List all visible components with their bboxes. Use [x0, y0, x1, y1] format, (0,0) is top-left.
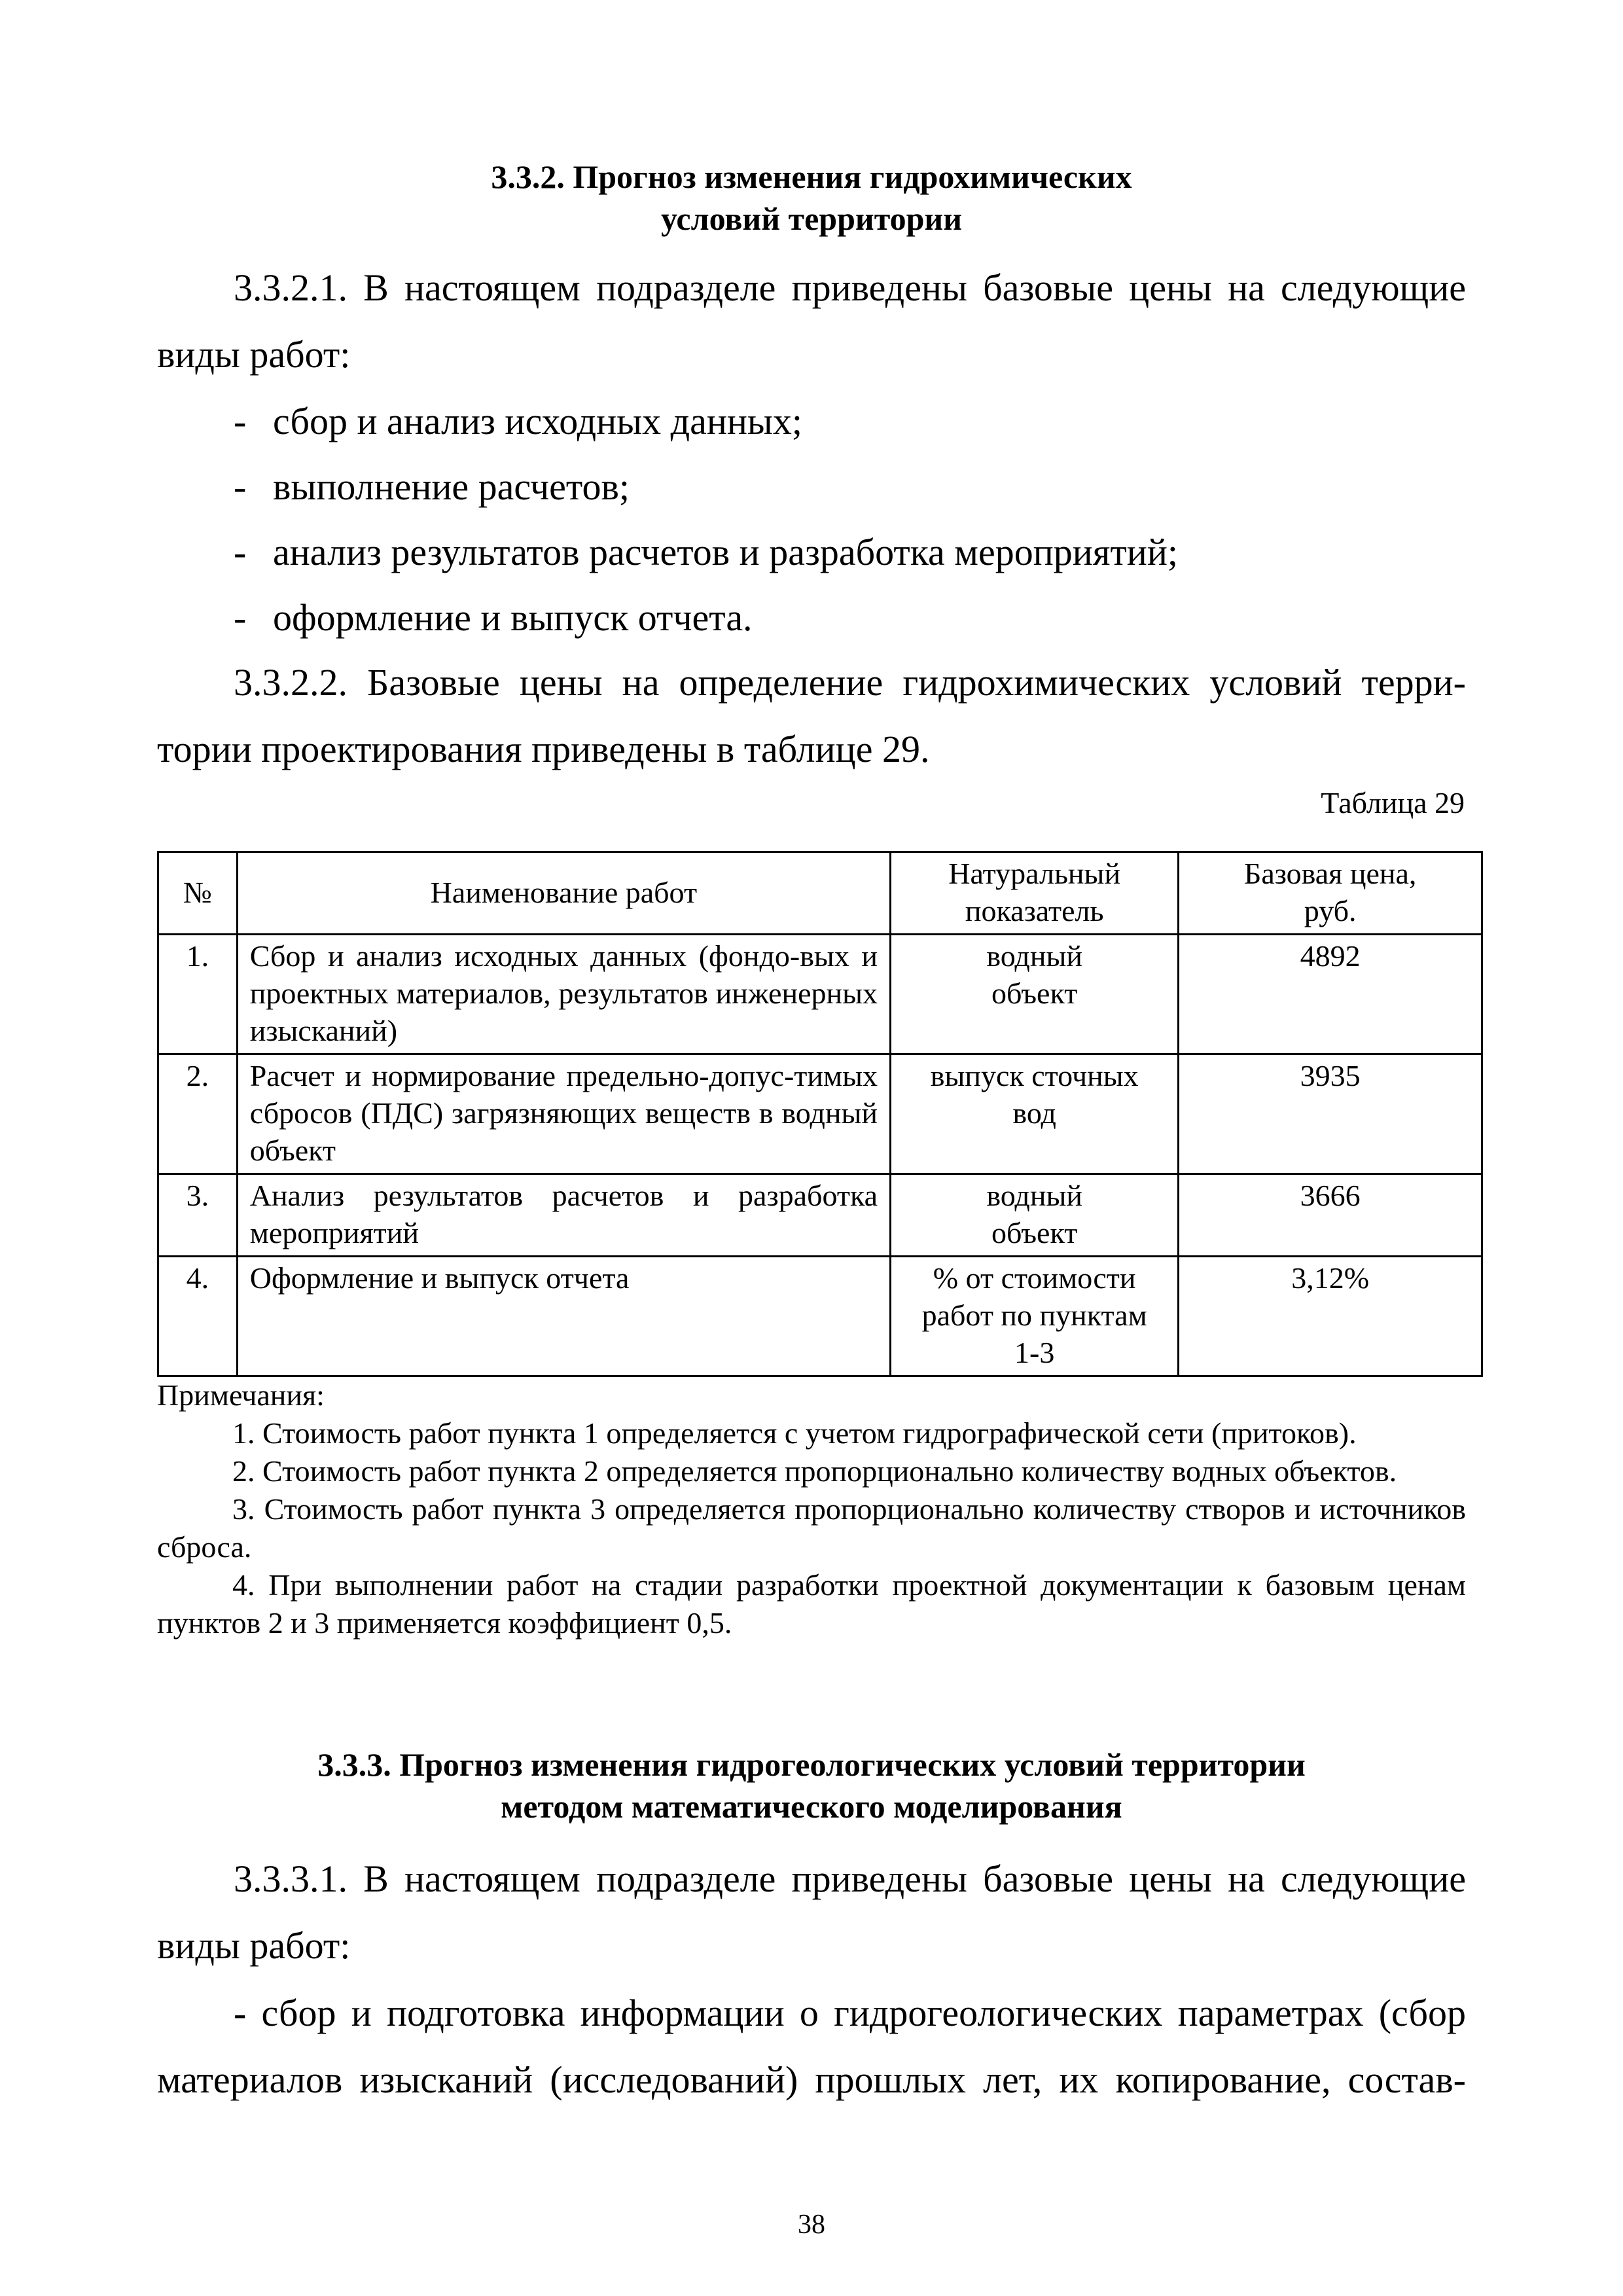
paragraph-line: 3.3.2.2. Базовые цены на определение гидрохимических условий терри- [234, 661, 1466, 704]
list-item-text: анализ результатов расчетов и разработка мероприятий; [273, 531, 1178, 573]
page-number: 38 [798, 2210, 825, 2240]
header-unit-line: Натуральный [948, 857, 1121, 890]
list-dash: - [234, 465, 247, 508]
header-unit-line: показатель [965, 894, 1104, 927]
paragraph-line: материалов изысканий (исследований) прошлых лет, их копирование, состав- [157, 2058, 1466, 2101]
table-row [158, 1257, 1482, 1376]
list-item [234, 388, 802, 455]
paragraph-line: виды работ: [157, 1924, 351, 1967]
list-item-3-3-3 [157, 1980, 1466, 2113]
paragraph-line: тории проектирования приведены в таблице 29. [157, 728, 930, 770]
section-heading-3-3-3 [157, 1744, 1466, 1827]
section-heading-3-3-2 [157, 156, 1466, 240]
paragraph-line: 3.3.2.1. В настоящем подразделе приведены базовые цены на следующие [234, 266, 1466, 309]
list-item [234, 454, 630, 520]
table-caption: Таблица 29 [1321, 786, 1465, 819]
row-unit [891, 1257, 1179, 1376]
row-name: Анализ результатов расчетов и разработка мероприятий [237, 1174, 890, 1257]
row-num: 2. [158, 1054, 238, 1174]
row-unit-line: работ по пунктам [921, 1299, 1147, 1332]
row-price: 3935 [1179, 1054, 1482, 1174]
row-unit-line: объект [991, 1216, 1078, 1249]
heading-line: 3.3.3. Прогноз изменения гидрогеологических условий территории [317, 1746, 1306, 1783]
list-dash: - [234, 400, 247, 442]
header-price [1179, 852, 1482, 935]
row-unit [891, 1054, 1179, 1174]
row-price: 3666 [1179, 1174, 1482, 1257]
row-unit-line: вод [1012, 1096, 1056, 1130]
list-item-text: сбор и анализ исходных данных; [273, 400, 802, 442]
row-unit-line: выпуск сточных [930, 1059, 1139, 1092]
list-item-text: оформление и выпуск отчета. [273, 596, 753, 639]
note-item: 2. Стоимость работ пункта 2 определяется пропорционально количеству водных объектов. [232, 1454, 1397, 1488]
table-row [158, 935, 1482, 1054]
paragraph-line: виды работ: [157, 333, 351, 376]
row-unit [891, 935, 1179, 1054]
row-unit-line: объект [991, 977, 1078, 1010]
header-price-line: Базовая цена, [1243, 857, 1417, 890]
header-name: Наименование работ [237, 852, 890, 935]
list-dash: - [234, 596, 247, 639]
note-item: 3. Стоимость работ пункта 3 определяется пропорционально количеству створов и источников сброса. [157, 1492, 1466, 1564]
paragraph-line: - сбор и подготовка информации о гидрогеологических параметрах (сбор [234, 1992, 1466, 2034]
heading-line: условий территории [660, 200, 963, 237]
row-name: Сбор и анализ исходных данных (фондо-вых и проектных материалов, результатов инженерных изысканий) [237, 935, 890, 1054]
row-price: 4892 [1179, 935, 1482, 1054]
notes-block [157, 1376, 1466, 1642]
row-unit-line: водный [986, 939, 1082, 973]
paragraph-3-3-2-1 [157, 255, 1466, 388]
notes-title: Примечания: [157, 1378, 325, 1412]
row-num: 4. [158, 1257, 238, 1376]
row-num: 3. [158, 1174, 238, 1257]
note-item: 4. При выполнении работ на стадии разработки проектной документации к базовым ценам пунктов 2 и 3 применяется коэффициент 0,5. [157, 1568, 1466, 1640]
header-unit [891, 852, 1179, 935]
heading-line: 3.3.2. Прогноз изменения гидрохимических [491, 158, 1132, 195]
row-unit-line: % от стоимости [933, 1261, 1136, 1295]
row-num: 1. [158, 935, 238, 1054]
list-item-text: выполнение расчетов; [273, 465, 630, 508]
list-item [234, 584, 753, 651]
row-unit-line: 1-3 [1014, 1336, 1055, 1369]
table-row [158, 1174, 1482, 1257]
table-header-row [158, 852, 1482, 935]
paragraph-line: 3.3.3.1. В настоящем подразделе приведены базовые цены на следующие [234, 1857, 1466, 1900]
note-item: 1. Стоимость работ пункта 1 определяется с учетом гидрографической сети (притоков). [232, 1416, 1357, 1450]
header-price-line: руб. [1304, 894, 1357, 927]
row-name: Расчет и нормирование предельно-допус-тимых сбросов (ПДС) загрязняющих веществ в водный объект [237, 1054, 890, 1174]
price-table [157, 851, 1483, 1377]
heading-line: методом математического моделирования [501, 1788, 1122, 1825]
row-name: Оформление и выпуск отчета [237, 1257, 890, 1376]
header-num: № [158, 852, 238, 935]
list-dash: - [234, 531, 247, 573]
paragraph-3-3-2-2 [157, 649, 1466, 783]
list-item [234, 519, 1178, 586]
row-unit [891, 1174, 1179, 1257]
table-row [158, 1054, 1482, 1174]
paragraph-3-3-3-1 [157, 1846, 1466, 1979]
row-unit-line: водный [986, 1179, 1082, 1212]
row-price: 3,12% [1179, 1257, 1482, 1376]
